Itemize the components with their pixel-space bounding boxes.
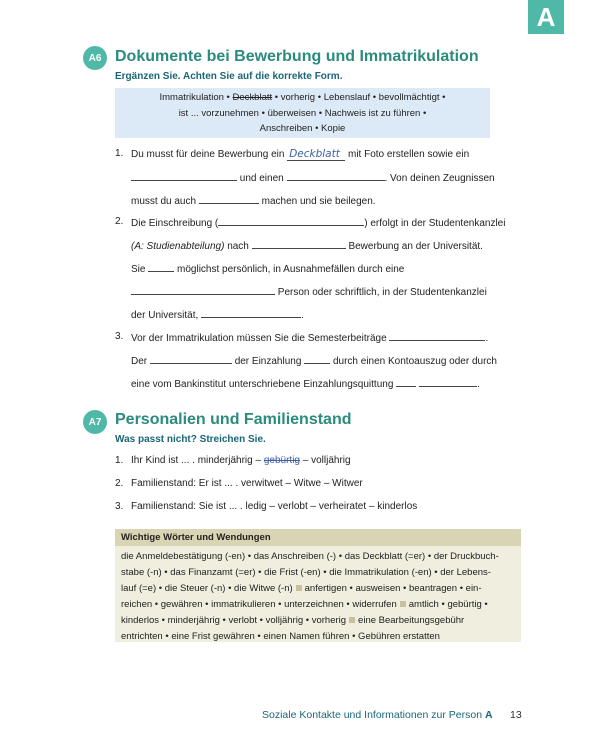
a6-ex1-number: 1. [115, 148, 124, 159]
vocab-line: lauf (=e) • die Steuer (-n) • die Witwe (-n) anfertigen • ausweisen • beantragen • ein- [121, 583, 482, 594]
a6-ex1-line2: und einen . Von deinen Zeugnissen [131, 171, 495, 185]
blank-field[interactable] [131, 285, 275, 295]
answer-deckblatt[interactable]: Deckblatt [287, 148, 345, 161]
a7-ex1-line: Ihr Kind ist ... . minderjährig – gebürtig – volljährig [131, 455, 351, 466]
blank-field[interactable] [201, 308, 301, 318]
word-struck: Deckblatt [232, 92, 273, 103]
a6-ex3-line2: Der der Einzahlung durch einen Kontoauszug oder durch [131, 356, 497, 367]
blank-field[interactable] [304, 354, 330, 364]
a7-ex1-number: 1. [115, 455, 124, 466]
a6-instruction: Ergänzen Sie. Achten Sie auf die korrekte Form. [115, 71, 343, 82]
a6-ex2-number: 2. [115, 216, 124, 227]
a7-ex3-number: 3. [115, 501, 124, 512]
a6-title: Dokumente bei Bewerbung und Immatrikulation [115, 48, 479, 65]
vocab-line: entrichten • eine Frist gewähren • einen Namen führen • Gebühren erstatten [121, 631, 440, 642]
a6-ex2-line3: Sie möglichst persönlich, in Ausnahmefällen durch eine [131, 264, 405, 275]
a6-ex1-line3: musst du auch machen und sie beilegen. [131, 196, 376, 207]
vocab-box [115, 546, 521, 642]
blank-field[interactable] [218, 216, 364, 226]
blank-field[interactable] [252, 239, 346, 249]
a6-word-box: Immatrikulation • Deckblatt • vorherig • Lebenslauf • bevollmächtigt • ist ... vorzunehmen • überweisen • Nachweis ist zu führen • Anschreiben • Kopie [115, 88, 490, 138]
a7-instruction: Was passt nicht? Streichen Sie. [115, 434, 266, 445]
square-bullet-icon [349, 617, 355, 623]
a6-ex2-line1: Die Einschreibung ( ) erfolgt in der Studentenkanzlei [131, 218, 506, 229]
blank-field[interactable] [150, 354, 232, 364]
chapter-tab: A [528, 0, 564, 34]
vocab-line: die Anmeldebestätigung (-en) • das Anschreiben (-) • das Deckblatt (=er) • der Druckbuch- [121, 551, 499, 562]
blank-field[interactable] [199, 194, 259, 204]
a6-ex3-line3: eine vom Bankinstitut unterschriebene Einzahlungsquittung . [131, 379, 480, 390]
blank-field[interactable] [396, 377, 416, 387]
a6-ex3-line1: Vor der Immatrikulation müssen Sie die Semesterbeiträge . [131, 333, 489, 344]
a7-badge: A7 [83, 410, 107, 434]
vocab-line: kinderlos • minderjährig • verlobt • volljährig • vorherig eine Bearbeitungsgebühr [121, 615, 465, 626]
struck-answer[interactable]: gebürtig [263, 455, 300, 466]
a7-ex2-number: 2. [115, 478, 124, 489]
blank-field[interactable] [287, 171, 385, 181]
a6-badge: A6 [83, 46, 107, 70]
a6-ex1-line1: Du musst für deine Bewerbung ein Deckblatt mit Foto erstellen sowie ein [131, 148, 470, 160]
a6-ex2-line4: Person oder schriftlich, in der Studentenkanzlei [131, 285, 487, 299]
footer-title: Soziale Kontakte und Informationen zur Person A [262, 709, 493, 721]
blank-field[interactable] [148, 262, 174, 272]
a7-ex2-line: Familienstand: Er ist ... . verwitwet – Witwe – Witwer [131, 478, 363, 489]
blank-field[interactable] [419, 377, 477, 387]
blank-field[interactable] [131, 171, 237, 181]
a6-ex2-line2: (A: Studienabteilung) nach Bewerbung an der Universität. [131, 241, 483, 252]
a7-title: Personalien und Familienstand [115, 411, 352, 428]
vocab-line: stabe (-n) • das Finanzamt (=er) • die Frist (-en) • die Immatrikulation (-en) • der Lebens- [121, 567, 491, 578]
blank-field[interactable] [389, 331, 485, 341]
a6-ex2-line5: der Universität, . [131, 310, 304, 321]
vocab-line: reichen • gewähren • immatrikulieren • unterzeichnen • widerrufen amtlich • gebürtig • [121, 599, 488, 610]
a6-ex3-number: 3. [115, 331, 124, 342]
page-number: 13 [510, 709, 522, 721]
square-bullet-icon [400, 601, 406, 607]
square-bullet-icon [296, 585, 302, 591]
a7-ex3-line: Familienstand: Sie ist ... . ledig – verlobt – verheiratet – kinderlos [131, 501, 418, 512]
vocab-heading: Wichtige Wörter und Wendungen [115, 529, 521, 546]
